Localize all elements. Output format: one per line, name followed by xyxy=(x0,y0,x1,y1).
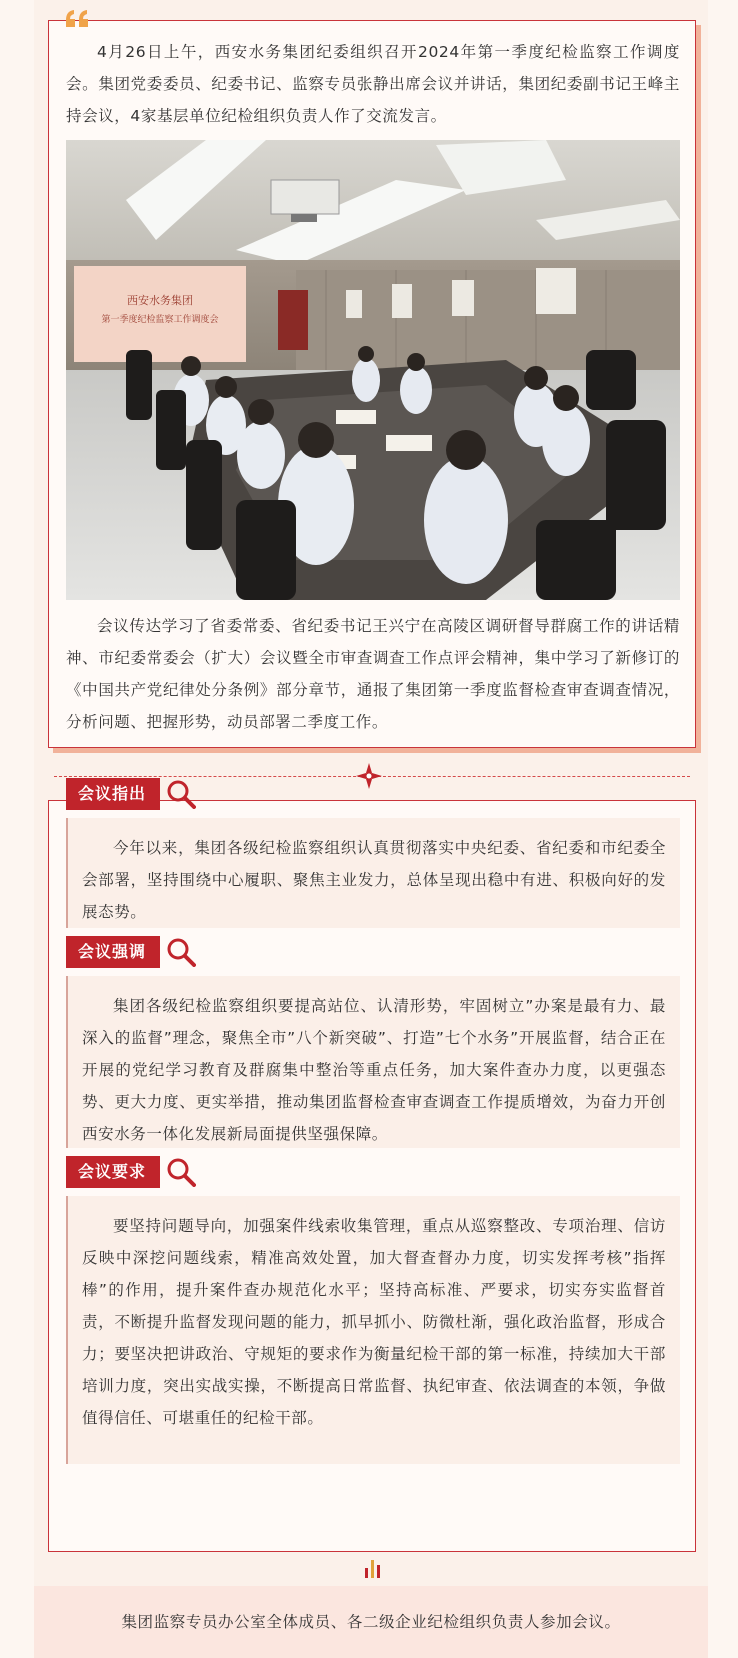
section-box-required xyxy=(66,1196,680,1464)
section-label: 会议要求 xyxy=(66,1156,160,1188)
footer-text: 集团监察专员办公室全体成员、各二级企业纪检组织负责人参加会议。 xyxy=(121,1613,621,1631)
screen-title-line1: 西安水务集团 xyxy=(127,294,193,307)
section-text: 要坚持问题导向，加强案件线索收集管理，重点从巡察整改、专项治理、信访反映中深挖问题线索，精准高效处置，加大督查督办力度，切实发挥考核”指挥棒”的作用，提升案件查办规范化水平；坚持高标准、严要求，切实夯实监督首责，不断提升监督发现问题的能力，抓早抓小、防微杜渐，强化政治监督，形成合力；要坚决把讲政治、守规矩的要求作为衡量纪检干部的第一标准，持续加大干部培训力度，突出实战实操，不断提高日常监督、执纪审查、依法调查的本领，争做值得信任、可堪重任的纪检干部。 xyxy=(82,1217,666,1427)
quote-icon xyxy=(64,8,92,28)
section-box-pointed-out xyxy=(66,818,680,928)
magnifier-icon xyxy=(166,779,196,809)
flower-divider-icon xyxy=(355,762,383,790)
section-tag-pointed-out xyxy=(66,778,196,810)
section-tag-emphasized xyxy=(66,936,196,968)
section-text: 今年以来，集团各级纪检监察组织认真贯彻落实中央纪委、省纪委和市纪委全会部署，坚持围绕中心履职、聚焦主业发力，总体呈现出稳中有进、积极向好的发展态势。 xyxy=(82,839,666,921)
meeting-photo xyxy=(66,140,680,600)
section-box-emphasized xyxy=(66,976,680,1148)
intro-paragraph-1: 4月26日上午，西安水务集团纪委组织召开2024年第一季度纪检监察工作调度会。集团党委委员、纪委书记、监察专员张静出席会议并讲话，集团纪委副书记王峰主持会议，4家基层单位纪检组织负责人作了交流发言。 xyxy=(66,43,680,125)
magnifier-icon xyxy=(166,937,196,967)
bar-icon xyxy=(365,1560,381,1578)
section-label: 会议指出 xyxy=(66,778,160,810)
intro-paragraph-2: 会议传达学习了省委常委、省纪委书记王兴宁在高陵区调研督导群腐工作的讲话精神、市纪委常委会（扩大）会议暨全市审查调查工作点评会精神，集中学习了新修订的《中国共产党纪律处分条例》部分章节，通报了集团第一季度监督检查审查调查情况，分析问题、把握形势，动员部署二季度工作。 xyxy=(66,617,680,731)
meeting-photo-illustration xyxy=(66,140,680,600)
section-tag-required xyxy=(66,1156,196,1188)
magnifier-icon xyxy=(166,1157,196,1187)
screen-title-line2: 第一季度纪检监察工作调度会 xyxy=(101,315,219,325)
section-label: 会议强调 xyxy=(66,936,160,968)
section-text: 集团各级纪检监察组织要提高站位、认清形势，牢固树立”办案是最有力、最深入的监督”理念，聚焦全市”八个新突破”、打造”七个水务”开展监督，结合正在开展的党纪学习教育及群腐集中整治等重点任务，加大案件查办力度，以更强态势、更大力度、更实举措，推动集团监督检查审查调查工作提质增效，为奋力开创西安水务一体化发展新局面提供坚强保障。 xyxy=(82,997,666,1143)
footer-band xyxy=(34,1586,708,1658)
